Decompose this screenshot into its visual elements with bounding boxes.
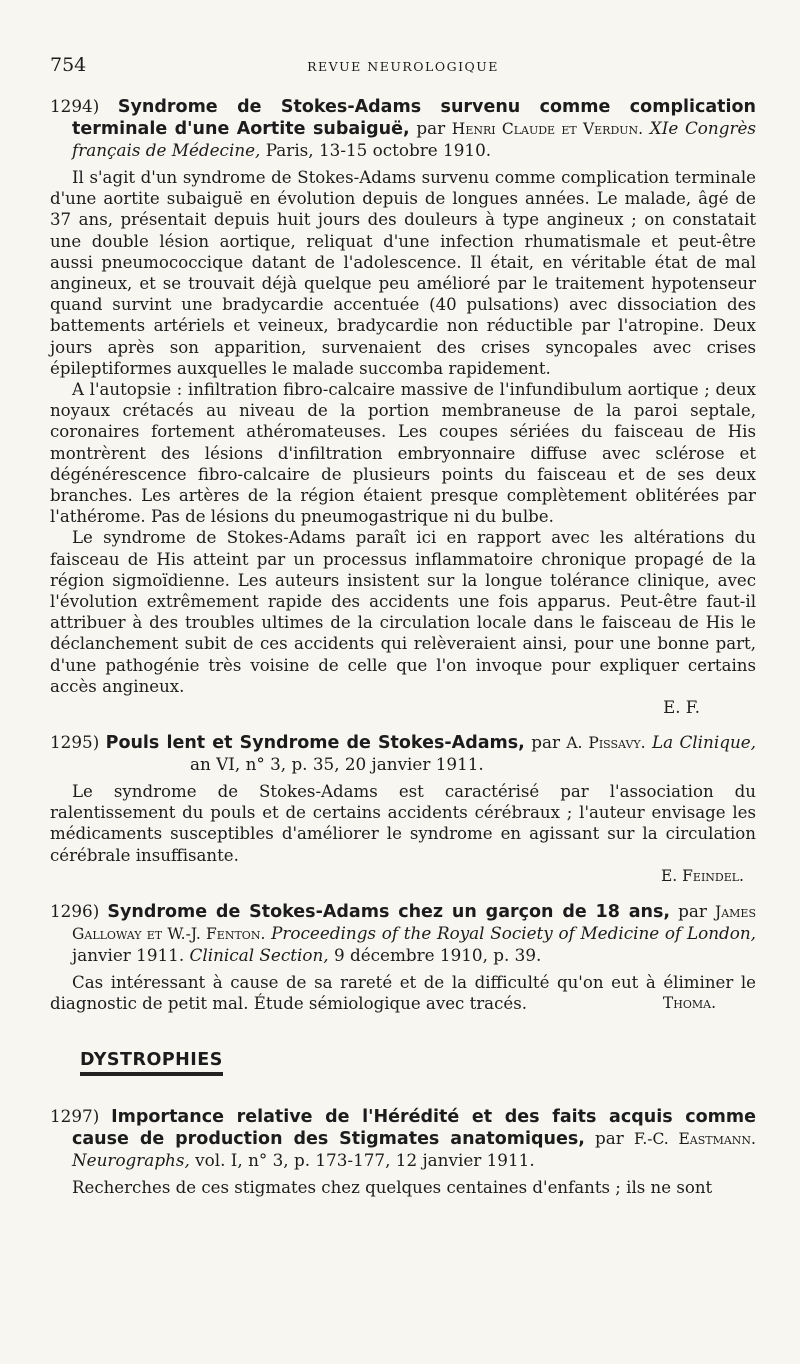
entry-paragraph: A l'autopsie : infiltration fibro-calcaire massive de l'infundibulum aortique ; deux noyaux crétacés au niveau de la portion membraneuse de la paroi septale, coronaires fortement athéromateuses. Les coupes sériées du faisceau de His montrèrent des lésions d'infiltration embryonnaire diffuse avec sclérose et dégénérescence fibro-calcaire de plusieurs points du faisceau et de ses deux branches. Les artères de la région étaient presque complètement oblitérées par l'athérome. Pas de lésions du pneumogastrique ni du bulbe. (50, 380, 756, 527)
entry-heading (50, 1106, 756, 1171)
entry-title: Importance relative de l'Hérédité et des faits acquis comme cause de production des Stigmates anatomiques, (72, 1107, 756, 1150)
entry-number: 1294) (50, 96, 100, 116)
entry-title: Pouls lent et Syndrome de Stokes-Adams, (105, 733, 525, 754)
entry-paragraph-text: Le syndrome de Stokes-Adams est caractérisé par l'association du ralentissement du pouls et de certains accidents cérébraux ; l'auteur envisage les médicaments susceptibles d'améliorer le syndrome en agissant sur la circulation cérébrale insuffisante. (50, 782, 756, 865)
entry-signature: E. Feindel. (660, 866, 744, 885)
entry-paragraph: Recherches de ces stigmates chez quelques centaines d'enfants ; ils ne sont (72, 1178, 713, 1198)
entry-source-details: janvier 1911. (72, 944, 185, 965)
entry-source-details: vol. I, n° 3, p. 173-177, 12 janvier 1911. (195, 1150, 535, 1171)
running-title: REVUE NEUROLOGIQUE (307, 59, 499, 74)
entry-authors: A. Pissavy. (566, 734, 646, 753)
entry-title: Syndrome de Stokes-Adams chez un garçon de 18 ans, (107, 901, 671, 922)
entry-signature: Thoma. (662, 994, 716, 1013)
entry-1294 (50, 96, 756, 718)
entry-authors: James Galloway et W.-J. Fenton. (72, 902, 756, 943)
entry-source: Proceedings of the Royal Society of Medicine of London, (271, 922, 756, 943)
page-number: 754 (50, 54, 87, 76)
page-header (50, 54, 756, 82)
entry-authors: Henri Claude et Verdun. (451, 120, 644, 138)
entry-heading (50, 732, 756, 775)
entry-by: par (678, 900, 707, 921)
entry-1295 (50, 732, 756, 887)
entry-1296 (50, 901, 756, 1014)
entry-by: par (595, 1128, 624, 1149)
entry-title: Syndrome de Stokes-Adams survenu comme complication terminale d'une Aortite subaiguë, (72, 97, 756, 139)
entry-source-details: Paris, 13-15 octobre 1910. (265, 140, 492, 160)
entry-source: XIe Congrès français de Médecine, (72, 118, 757, 160)
entry-heading (50, 96, 756, 161)
entry-authors: F.-C. Eastmann. (633, 1130, 756, 1149)
section-title: DYSTROPHIES (80, 1050, 223, 1076)
entry-source: La Clinique, (651, 732, 757, 753)
entry-paragraph (50, 527, 756, 697)
entry-paragraph-text: Le syndrome de Stokes-Adams paraît ici en rapport avec les altérations du faisceau de His atteint par un processus inflammatoire chronique propagé de la région sigmoïdienne. Les auteurs insistent sur la longue tolérance clinique, avec l'évolution extrêmement rapide des accidents une fois apparus. Peut-être faut-il attribuer à des troubles ultimes de la circulation locale dans le faisceau de His le déclanchement subit de ces accidents qui relèveraient ainsi, pour une bonne part, d'une pathogénie très voisine de celle que l'on invoque pour expliquer certains accès angineux. (50, 528, 756, 696)
entry-heading (50, 901, 756, 966)
entry-paragraph: Il s'agit d'un syndrome de Stokes-Adams survenu comme complication terminale d'une aortite subaiguë en évolution depuis de longues années. Le malade, âgé de 37 ans, présentait depuis huit jours des douleurs à type angineux ; on constatait une double lésion aortique, reliquat d'une infection rhumatismale et peut-être aussi pneumococcique datant de l'adolescence. Il était, en véritable état de mal angineux, et se trouvait déjà quelque peu amélioré par le traitement hypotenseur quand survint une bradycardie accentuée (40 pulsations) avec dissociation des battements artériels et veineux, bradycardie non réductible par l'atropine. Deux jours après son apparition, survenaient des crises syncopales avec crises épileptiformes auxquelles le malade succomba rapidement. (50, 168, 756, 378)
entry-signature: E. F. (663, 698, 700, 718)
entry-paragraph-text: Cas intéressant à cause de sa rareté et de la difficulté qu'on eut à éliminer le diagnostic de petit mal. Étude sémiologique avec tracés. (50, 972, 756, 1014)
entry-1297 (50, 1106, 756, 1198)
entry-source-section: Clinical Section, (189, 944, 329, 965)
entry-by: par (531, 732, 560, 753)
entry-number: 1295) (50, 732, 100, 753)
entry-source-date: 9 décembre 1910, p. 39. (333, 944, 542, 965)
entry-number: 1296) (50, 900, 100, 921)
entry-by: par (416, 118, 446, 138)
entry-source-details: an VI, n° 3, p. 35, 20 janvier 1911. (190, 754, 484, 775)
entry-paragraph (50, 781, 756, 866)
entry-number: 1297) (50, 1106, 100, 1127)
section-heading (50, 1050, 756, 1076)
entry-source: Neurographs, (72, 1150, 190, 1171)
